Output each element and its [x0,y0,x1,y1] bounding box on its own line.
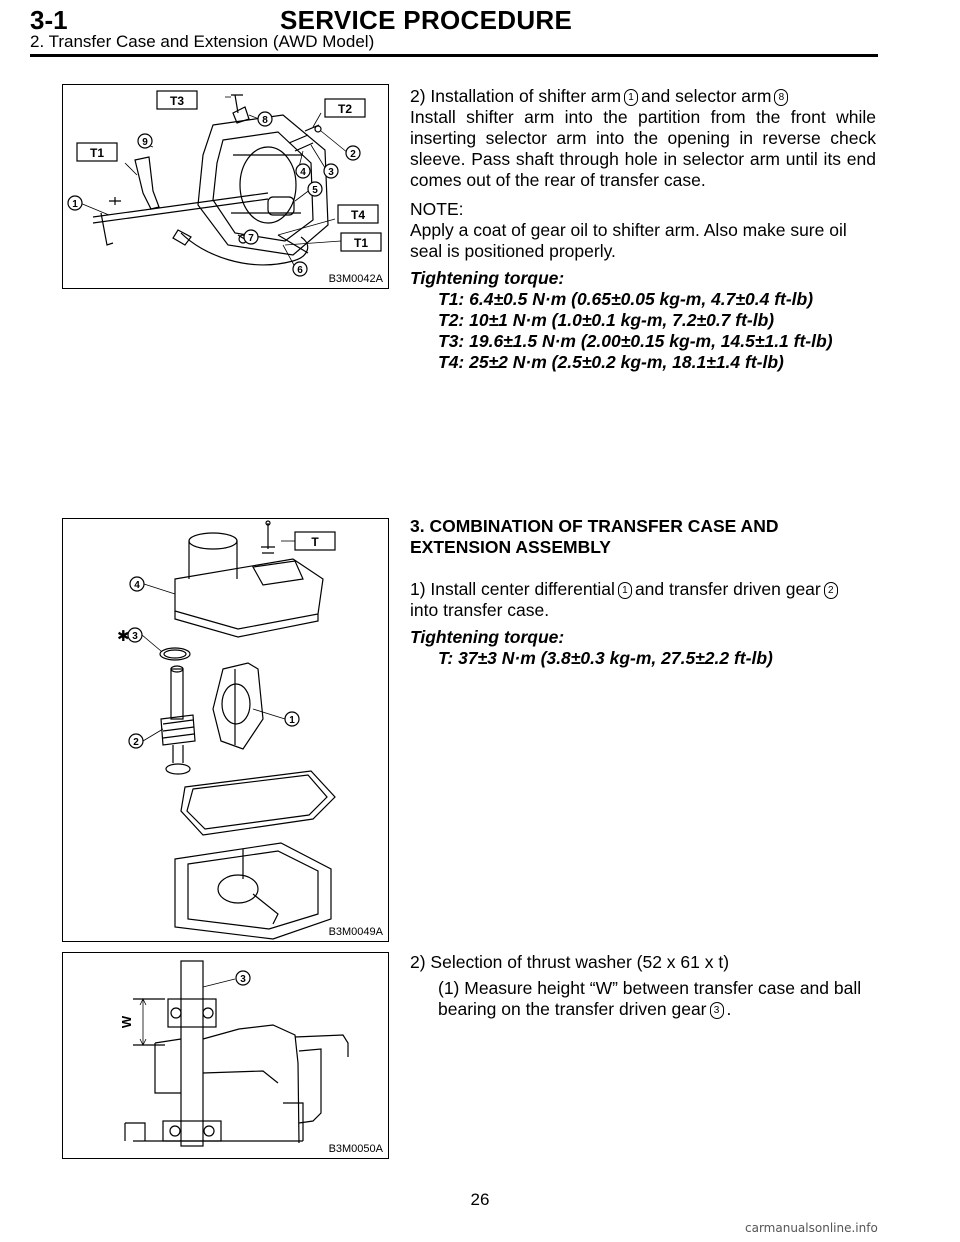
watermark: carmanualsonline.info [745,1221,878,1235]
callout-t4: T4 [350,208,366,222]
step-paragraph: Install shifter arm into the partition from the front while inserting selector arm into the opening in reverse check sleeve. Pass shaft through hole in selector arm until its end comes out of the rear of transfer case. [410,107,876,190]
ref-number: 3 [710,1002,724,1019]
part-number-4: 4 [134,580,140,591]
figure-transfer-case [62,518,389,942]
thrust-washer-illustration [63,953,388,1158]
figure-code: B3M0042A [328,273,383,285]
part-number-8: 8 [262,115,268,126]
part-number-1: 1 [72,199,78,210]
part-number-7: 7 [248,233,254,244]
ref-number: 8 [774,89,788,106]
ref-number: 2 [824,582,838,599]
figure-thrust-washer [62,952,389,1159]
transfer-case-illustration [63,519,388,941]
part-number-9: 9 [142,137,148,148]
part-number-3: 3 [240,974,246,985]
shifter-arm-illustration [63,85,388,288]
note-text: Apply a coat of gear oil to shifter arm. Also make sure oil seal is positioned properly. [410,220,847,261]
header-rule [30,54,878,57]
torque-label: Tightening torque: [410,268,565,288]
callout-t: T [311,535,319,549]
part-number-3: 3 [328,167,334,178]
callout-t3: T3 [169,94,185,108]
ref-number: 1 [624,89,638,106]
page-number: 26 [470,1190,490,1209]
torque-spec: T: 37±3 N·m (3.8±0.3 kg-m, 27.5±2.2 ft-lb) [438,648,773,668]
step-text: into transfer case. [410,600,550,620]
figure-shifter-arm [62,84,389,289]
step-thrust-washer: 2) Selection of thrust washer (52 x 61 x t) (1) Measure height “W” between transfer case and ball bearing on the transfer driven gear 3 . [410,952,876,1020]
section-heading: 3. COMBINATION OF TRANSFER CASE AND [410,516,779,536]
torque-label: Tightening torque: [410,627,565,647]
subsection-title: 2. Transfer Case and Extension (AWD Model) [30,32,375,51]
part-number-2: 2 [350,149,356,160]
section-number: 3-1 [30,5,68,35]
section-title: SERVICE PROCEDURE [280,5,573,35]
callout-t2: T2 [337,102,353,116]
callout-t1-left: T1 [89,146,105,160]
part-number-3: 3 [132,631,138,642]
torque-spec: T4: 25±2 N·m (2.5±0.2 kg-m, 18.1±1.4 ft-lb) [438,352,784,372]
torque-spec: T3: 19.6±1.5 N·m (2.00±0.15 kg-m, 14.5±1.1 ft-lb) [438,331,833,351]
section-heading: EXTENSION ASSEMBLY [410,537,611,557]
part-number-4: 4 [300,167,306,178]
dimension-w-label: W [119,1015,134,1029]
section-combination: 3. COMBINATION OF TRANSFER CASE AND EXTENSION ASSEMBLY 1) Install center differential 1 and transfer driven gear 2 into transfer case. Tightening torque: T: 37±3 N·m (3.8±0.3 kg-m, 27.5±2.2 ft-lb) [410,516,876,669]
part-number-5: 5 [312,185,318,196]
step-shifter-arm: 2) Installation of shifter arm 1 and selector arm 8 Install shifter arm into the partition from the front while inserting selector arm into the opening in reverse check sleeve. Pass shaft through hole in selector arm until its end comes out of the rear of transfer case. NOTE: Apply a coat of gear oil to shifter arm. Also make sure oil seal is positioned properly. Tightening torque: T1: 6.4±0.5 N·m (0.65±0.05 kg-m, 4.7±0.4 ft-lb) T2: 10±1 N·m (1.0±0.1 kg-m, 7.2±0.7 ft-lb) T3: 19.6±1.5 N·m (2.00±0.15 kg-m, 14.5±1.1 ft-lb) T4: 25±2 N·m (2.5±0.2 kg-m, 18.1±1.4 ft-lb) [410,86,876,372]
part-number-6: 6 [297,265,303,276]
torque-spec: T1: 6.4±0.5 N·m (0.65±0.05 kg-m, 4.7±0.4 ft-lb) [438,289,814,309]
torque-spec: T2: 10±1 N·m (1.0±0.1 kg-m, 7.2±0.7 ft-lb) [438,310,775,330]
note-label: NOTE: [410,199,464,219]
replace-star-icon: ✱ [117,627,130,645]
figure-code: B3M0050A [328,1143,383,1155]
callout-t1-right: T1 [353,236,369,250]
figure-code: B3M0049A [328,926,383,938]
ref-number: 1 [618,582,632,599]
part-number-2: 2 [133,737,139,748]
step-heading: 2) Selection of thrust washer (52 x 61 x t) [410,952,730,972]
part-number-1: 1 [289,715,295,726]
